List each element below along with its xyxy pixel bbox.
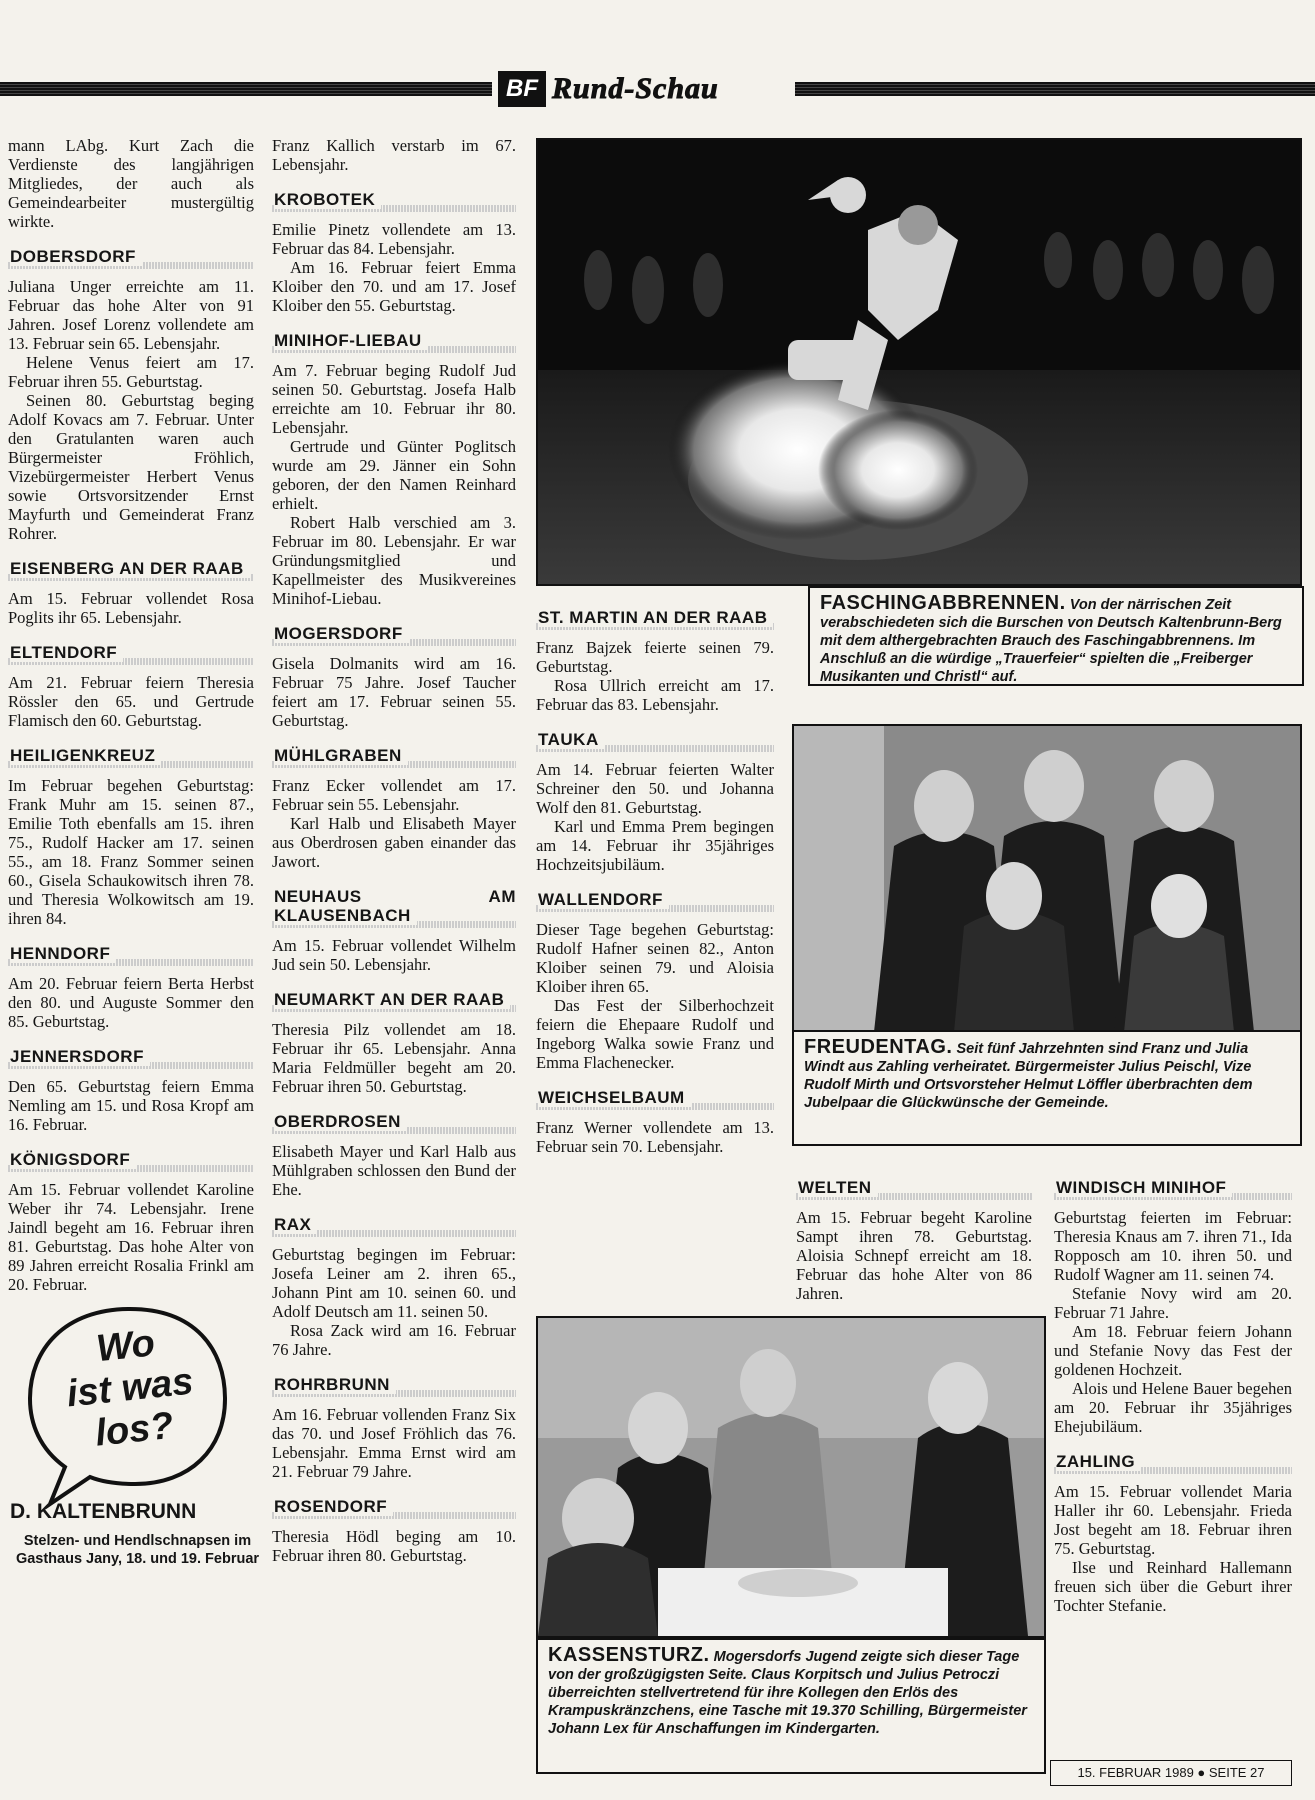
section-heading-text: KROBOTEK [274,190,381,209]
logo-name: Rund-Schau [552,72,719,105]
caption-faschingabbrennen [808,586,1304,686]
column-4 [796,1162,1032,1303]
section-heading-text: WEICHSELBAUM [538,1088,691,1107]
section-heading-neuhaus-am-klausenbach [272,883,516,928]
speech-bubble [30,1305,230,1505]
section-paragraph: mann LAbg. Kurt Zach die Verdienste des langjährigen Mitgliedes, der auch als Gemeindearbeiter mustergültig wirkte. [8,136,254,231]
caption-text: Mogersdorfs Jugend zeigte sich dieser Tage von der großzügigsten Seite. Claus Korpitsch und Julius Petroczi überreichten stellvertretend für ihre Kollegen den Erlös des Krampuskränzchens, eine Tasche mit 19.370 Schilling, Bürgermeister Johann Lex für Anschaffungen im Kindergarten. [548,1649,1027,1737]
section-heading-wallendorf [536,886,774,912]
masthead-logo [498,72,719,106]
section-paragraph: Alois und Helene Bauer begehen am 20. Februar ihr 35jähriges Ehejubiläum. [1054,1379,1292,1436]
section-heading-text: MÜHLGRABEN [274,746,408,765]
column-3 [536,592,774,1156]
section-heading-weichselbaum [536,1084,774,1110]
section-heading-neumarkt-an-der-raab [272,986,516,1012]
section-paragraph: Rosa Zack wird am 16. Februar 76 Jahre. [272,1321,516,1359]
section-paragraph: Am 15. Februar vollendet Maria Haller ihr 60. Lebensjahr. Frieda Jost begeht am 18. Februar ihren 75. Geburtstag. [1054,1482,1292,1558]
event-name: D. KALTENBRUNN [10,1500,197,1523]
section-paragraph: Juliana Unger erreichte am 11. Februar das hohe Alter von 91 Jahren. Josef Lorenz vollendete am 13. Februar sein 65. Lebensjahr. [8,277,254,353]
photo-faschingabbrennen [536,138,1302,586]
section-heading-eltendorf [8,639,254,665]
section-paragraph: Franz Ecker vollendet am 17. Februar sein 55. Lebensjahr. [272,776,516,814]
caption-kassensturz [536,1638,1046,1774]
section-heading-rohrbrunn [272,1371,516,1397]
section-heading-text: MOGERSDORF [274,624,409,643]
section-heading-text: ROHRBRUNN [274,1375,396,1394]
section-paragraph: Den 65. Geburtstag feiern Emma Nemling am 15. und Rosa Kropf am 16. Februar. [8,1077,254,1134]
section-paragraph: Gisela Dolmanits wird am 16. Februar 75 Jahre. Josef Taucher feiert am 17. Februar seinen 55. Geburtstag. [272,654,516,730]
section-paragraph: Am 15. Februar vollendet Wilhelm Jud sein 50. Lebensjahr. [272,936,516,974]
column-2 [272,136,516,1565]
bubble-line-1: Wo [94,1322,157,1371]
section-heading-text: KÖNIGSDORF [10,1150,136,1169]
section-heading-text: TAUKA [538,730,605,749]
section-paragraph: Am 15. Februar vollendet Karoline Weber ihr 74. Lebensjahr. Irene Jaindl begeht am 16. Februar ihren 81. Geburtstag. Das hohe Alter von 89 Jahren erreicht Rosalia Frinkl am 20. Februar. [8,1180,254,1294]
section-paragraph: Seinen 80. Geburtstag beging Adolf Kovacs am 7. Februar. Unter den Gratulanten waren auch Bürgermeister Fröhlich, Vizebürgermeister Herbert Venus sowie Ortsvorsitzender Ernst Mayfurth und Gemeinderat Franz Rohrer. [8,391,254,543]
section-heading-text: HEILIGENKREUZ [10,746,161,765]
section-heading-minihof-liebau [272,327,516,353]
section-heading-krobotek [272,186,516,212]
column-1 [8,136,254,1294]
section-paragraph: Das Fest der Silberhochzeit feiern die Ehepaare Rudolf und Ingeborg Walka sowie Franz und Emma Flachenecker. [536,996,774,1072]
section-paragraph: Elisabeth Mayer und Karl Halb aus Mühlgraben schlossen den Bund der Ehe. [272,1142,516,1199]
section-paragraph: Am 21. Februar feiern Theresia Rössler den 65. und Gertrude Flamisch den 60. Geburtstag. [8,673,254,730]
event-text: Stelzen- und Hendlschnapsen im Gasthaus Jany, 18. und 19. Februar [15,1533,260,1567]
section-paragraph: Stefanie Novy wird am 20. Februar 71 Jahre. [1054,1284,1292,1322]
section-heading-jennersdorf [8,1043,254,1069]
section-paragraph: Theresia Hödl beging am 10. Februar ihren 80. Geburtstag. [272,1527,516,1565]
section-heading-zahling [1054,1448,1292,1474]
section-paragraph: Theresia Pilz vollendet am 18. Februar ihr 65. Lebensjahr. Anna Maria Feldmüller begeht am 20. Februar ihren 50. Geburtstag. [272,1020,516,1096]
section-paragraph: Robert Halb verschied am 3. Februar im 80. Lebensjahr. Er war Gründungsmitglied und Kapellmeister des Musikvereines Minihof-Liebau. [272,513,516,608]
section-heading-tauka [536,726,774,752]
bubble-line-2: ist was [64,1360,196,1416]
section-heading-rosendorf [272,1493,516,1519]
caption-text: Von der närrischen Zeit verabschiedeten sich die Burschen von Deutsch Kaltenbrunn-Berg mit dem althergebrachten Brauch des Faschingabbrennens. Im Anschluß an die würdige „Trauerfeier“ spielten die „Freiberger Musikanten und Christl“ auf. [820,597,1282,685]
masthead-rule-left [0,82,492,96]
caption-title: KASSENSTURZ. [548,1644,710,1666]
section-heading-text: ZAHLING [1056,1452,1141,1471]
section-heading-welten [796,1174,1032,1200]
section-heading-mogersdorf [272,620,516,646]
section-heading-dobersdorf [8,243,254,269]
section-paragraph: Franz Bajzek feierte seinen 79. Geburtstag. [536,638,774,676]
section-paragraph: Franz Kallich verstarb im 67. Lebensjahr. [272,136,516,174]
section-heading-mühlgraben [272,742,516,768]
section-paragraph: Ilse und Reinhard Hallemann freuen sich über die Geburt ihrer Tochter Stefanie. [1054,1558,1292,1615]
event-notice [10,1500,265,1568]
masthead-rule-right [795,82,1315,96]
section-heading-text: WELTEN [798,1178,878,1197]
section-paragraph: Karl und Emma Prem begingen am 14. Februar ihr 35jähriges Hochzeitsjubiläum. [536,817,774,874]
section-heading-text: MINIHOF-LIEBAU [274,331,428,350]
section-paragraph: Helene Venus feiert am 17. Februar ihren 55. Geburtstag. [8,353,254,391]
section-heading-rax [272,1211,516,1237]
section-heading-windisch-minihof [1054,1174,1292,1200]
section-heading-text: HENNDORF [10,944,116,963]
section-heading-text: NEUHAUS AM KLAUSENBACH [274,887,516,925]
section-heading-text: RAX [274,1215,317,1234]
bubble-line-3: los? [93,1404,176,1455]
section-heading-henndorf [8,940,254,966]
logo-short: BF [498,71,546,107]
section-paragraph: Emilie Pinetz vollendete am 13. Februar das 84. Lebensjahr. [272,220,516,258]
section-paragraph: Im Februar begehen Geburtstag: Frank Muhr am 15. seinen 87., Emilie Toth ebenfalls am 15. ihren 75., Rudolf Hacker am 17. seinen 55., am 18. Franz Sommer seinen 60., Gisela Schaukowitsch ihren 78. und Theresia Wolkowitsch am 19. ihren 84. [8,776,254,928]
section-heading-text: JENNERSDORF [10,1047,150,1066]
section-heading-oberdrosen [272,1108,516,1134]
section-heading-heiligenkreuz [8,742,254,768]
photo-kassensturz [536,1316,1046,1638]
section-paragraph: Franz Werner vollendete am 13. Februar sein 70. Lebensjahr. [536,1118,774,1156]
section-heading-st-martin-an-der-raab [536,604,774,630]
section-paragraph: Am 7. Februar beging Rudolf Jud seinen 50. Geburtstag. Josefa Halb erreichte am 10. Februar ihr 80. Lebensjahr. [272,361,516,437]
caption-title: FREUDENTAG. [804,1036,953,1058]
column-5 [1054,1162,1292,1615]
section-paragraph: Gertrude und Günter Poglitsch wurde am 29. Jänner ein Sohn geboren, der den Namen Reinhard erhielt. [272,437,516,513]
section-paragraph: Am 18. Februar feiern Johann und Stefanie Novy das Fest der goldenen Hochzeit. [1054,1322,1292,1379]
section-heading-text: ROSENDORF [274,1497,393,1516]
section-heading-text: WALLENDORF [538,890,669,909]
caption-title: FASCHINGABBRENNEN. [820,592,1066,614]
section-heading-text: WINDISCH MINIHOF [1056,1178,1232,1197]
section-paragraph: Am 14. Februar feierten Walter Schreiner den 50. und Johanna Wolf den 81. Geburtstag. [536,760,774,817]
section-heading-text: OBERDROSEN [274,1112,407,1131]
section-paragraph: Am 20. Februar feiern Berta Herbst den 80. und Auguste Sommer den 85. Geburtstag. [8,974,254,1031]
section-heading-text: NEUMARKT AN DER RAAB [274,990,510,1009]
caption-freudentag [792,1030,1302,1146]
section-paragraph: Geburtstag feierten im Februar: Theresia Knaus am 7. ihren 71., Ida Ropposch am 10. ihren 50. und Rudolf Wagner am 11. seinen 74. [1054,1208,1292,1284]
section-paragraph: Rosa Ullrich erreicht am 17. Februar das 83. Lebensjahr. [536,676,774,714]
section-heading-text: EISENBERG AN DER RAAB [10,559,250,578]
page-footer: 15. FEBRUAR 1989 ● SEITE 27 [1050,1760,1292,1786]
section-paragraph: Geburtstag begingen im Februar: Josefa Leiner am 2. ihren 65., Johann Pint am 10. seinen 60. und Adolf Deutsch am 11. seinen 50. [272,1245,516,1321]
section-heading-text: ST. MARTIN AN DER RAAB [538,608,773,627]
section-paragraph: Am 16. Februar feiert Emma Kloiber den 70. und am 17. Josef Kloiber den 55. Geburtstag. [272,258,516,315]
section-paragraph: Am 15. Februar vollendet Rosa Poglits ihr 65. Lebensjahr. [8,589,254,627]
section-paragraph: Karl Halb und Elisabeth Mayer aus Oberdrosen gaben einander das Jawort. [272,814,516,871]
section-paragraph: Dieser Tage begehen Geburtstag: Rudolf Hafner seinen 82., Anton Kloiber seinen 79. und Aloisia Kloiber ihren 65. [536,920,774,996]
photo-freudentag [792,724,1302,1034]
section-heading-eisenberg-an-der-raab [8,555,254,581]
section-heading-königsdorf [8,1146,254,1172]
section-heading-text: DOBERSDORF [10,247,142,266]
section-heading-text: ELTENDORF [10,643,123,662]
caption-text: Seit fünf Jahrzehnten sind Franz und Julia Windt aus Zahling verheiratet. Bürgermeister Julius Peischl, Vize Rudolf Mirth und Ortsvorsteher Helmut Löffler überbrachten dem Jubelpaar die Glückwünsche der Gemeinde. [804,1041,1253,1111]
section-paragraph: Am 16. Februar vollenden Franz Six das 70. und Josef Fröhlich das 76. Lebensjahr. Emma Ernst wird am 21. Februar 79 Jahre. [272,1405,516,1481]
section-paragraph: Am 15. Februar begeht Karoline Sampt ihren 78. Geburtstag. Aloisia Schnepf erreicht am 18. Februar das hohe Alter von 86 Jahren. [796,1208,1032,1303]
